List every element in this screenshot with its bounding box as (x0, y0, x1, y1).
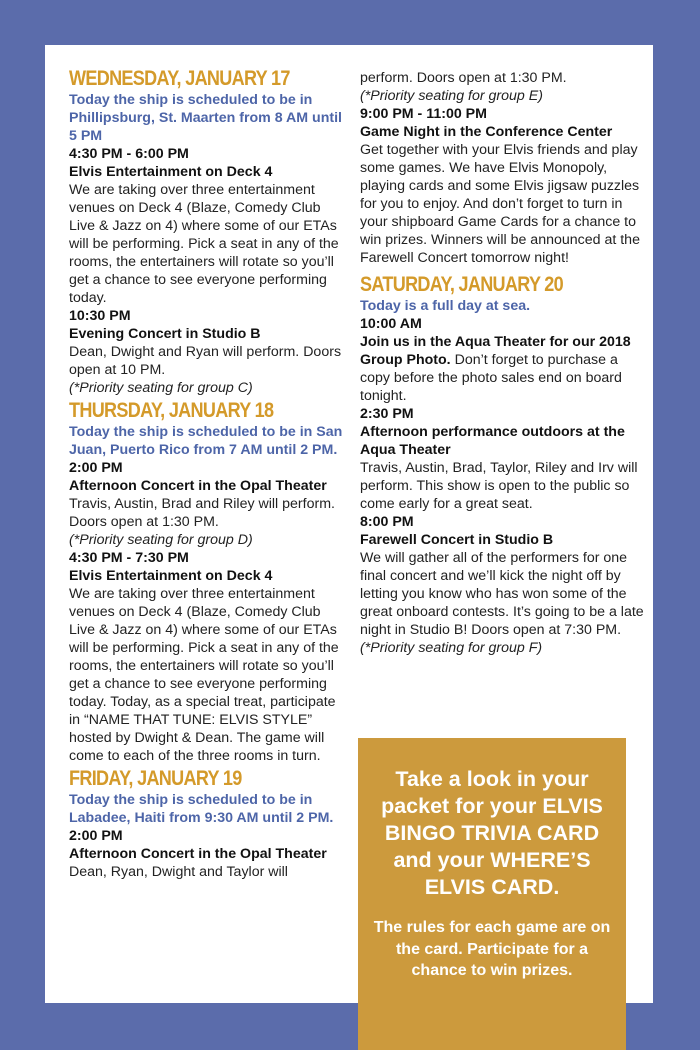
promo-headline: Take a look in your packet for your ELVIS BINGO TRIVIA CARD and your WHERE’S ELVIS CARD. (381, 767, 603, 899)
event-title: Afternoon Concert in the Opal Theater (69, 478, 327, 494)
day-heading-wednesday: WEDNESDAY, JANUARY 17 (69, 67, 290, 90)
port-note-wednesday: Today the ship is scheduled to be in Phillipsburg, St. Maarten from 8 AM until 5 PM (69, 92, 342, 144)
event-description: Get together with your Elvis friends and play some games. We have Elvis Monopoly, playing cards and some Elvis jigsaw puzzles for you to enjoy. And don’t forget to turn in your shipboard Game Cards for a chance to win prizes. Winners will be announced at the Farewell Concert tomorrow night! (360, 142, 640, 266)
promo-box (358, 738, 626, 1050)
event-description (360, 333, 645, 405)
port-note-saturday: Today is a full day at sea. (360, 298, 531, 314)
event-title: Game Night in the Conference Center (360, 124, 613, 140)
day-heading-thursday: THURSDAY, JANUARY 18 (69, 399, 274, 422)
event-description: Travis, Austin, Brad and Riley will perform. Doors open at 1:30 PM. (69, 496, 335, 530)
event-time: 4:30 PM - 7:30 PM (69, 550, 189, 566)
left-column (69, 65, 344, 881)
event-description: Dean, Dwight and Ryan will perform. Doors open at 10 PM. (69, 344, 342, 378)
port-note-friday: Today the ship is scheduled to be in Labadee, Haiti from 9:30 AM until 2 PM. (69, 792, 334, 826)
priority-seating-note: (*Priority seating for group F) (360, 640, 543, 656)
event-title: Afternoon Concert in the Opal Theater (69, 846, 327, 862)
event-time: 2:00 PM (69, 828, 123, 844)
event-description: Travis, Austin, Brad, Taylor, Riley and Irv will perform. This show is open to the public so come early for a great seat. (360, 460, 638, 512)
event-title: Elvis Entertainment on Deck 4 (69, 164, 273, 180)
event-title: Farewell Concert in Studio B (360, 532, 554, 548)
event-time: 4:30 PM - 6:00 PM (69, 146, 189, 162)
event-time: 10:30 PM (69, 308, 131, 324)
event-time: 8:00 PM (360, 514, 414, 530)
event-time: 2:30 PM (360, 406, 414, 422)
priority-seating-note: (*Priority seating for group E) (360, 88, 543, 104)
event-title: Evening Concert in Studio B (69, 326, 261, 342)
priority-seating-note: (*Priority seating for group D) (69, 532, 253, 548)
day-heading-saturday: SATURDAY, JANUARY 20 (360, 273, 564, 296)
event-description: Dean, Ryan, Dwight and Taylor will (69, 864, 288, 880)
event-time: 10:00 AM (360, 316, 422, 332)
event-title: Join us in the Aqua Theater for our 2018 Group Photo. (360, 334, 631, 368)
promo-subtext: The rules for each game are on the card. Participate for a chance to win prizes. (373, 919, 611, 979)
event-time: 9:00 PM - 11:00 PM (360, 106, 487, 122)
event-description: perform. Doors open at 1:30 PM. (360, 70, 567, 86)
event-description: We will gather all of the performers for one final concert and we’ll kick the night off by letting you know who has won some of the great onboard contests. It’s going to be a late night in Studio B! Doors open at 7:30 PM. (360, 550, 644, 638)
right-column (360, 69, 645, 657)
event-title: Elvis Entertainment on Deck 4 (69, 568, 273, 584)
event-description: We are taking over three entertainment venues on Deck 4 (Blaze, Comedy Club Live & Jazz on 4) where some of our ETAs will be performing. Pick a seat in any of the rooms, the entertainers will rotate so you’ll get a chance to see everyone performing today. Today, as a special treat, participate in “NAME THAT TUNE: ELVIS STYLE” hosted by Dwight & Dean. The game will come to each of the three rooms in turn. (69, 586, 339, 764)
event-description: We are taking over three entertainment venues on Deck 4 (Blaze, Comedy Club Live & Jazz on 4) where some of our ETAs will be performing. Pick a seat in any of the rooms, the entertainers will rotate so you’ll get a chance to see everyone performing today. (69, 182, 339, 306)
day-heading-friday: FRIDAY, JANUARY 19 (69, 767, 242, 790)
event-time: 2:00 PM (69, 460, 123, 476)
port-note-thursday: Today the ship is scheduled to be in San Juan, Puerto Rico from 7 AM until 2 PM. (69, 424, 343, 458)
event-title: Afternoon performance outdoors at the Aqua Theater (360, 424, 625, 458)
priority-seating-note: (*Priority seating for group C) (69, 380, 253, 396)
event-description-text: Don’t forget to purchase a copy before the photo sales end on board tonight. (360, 352, 622, 404)
